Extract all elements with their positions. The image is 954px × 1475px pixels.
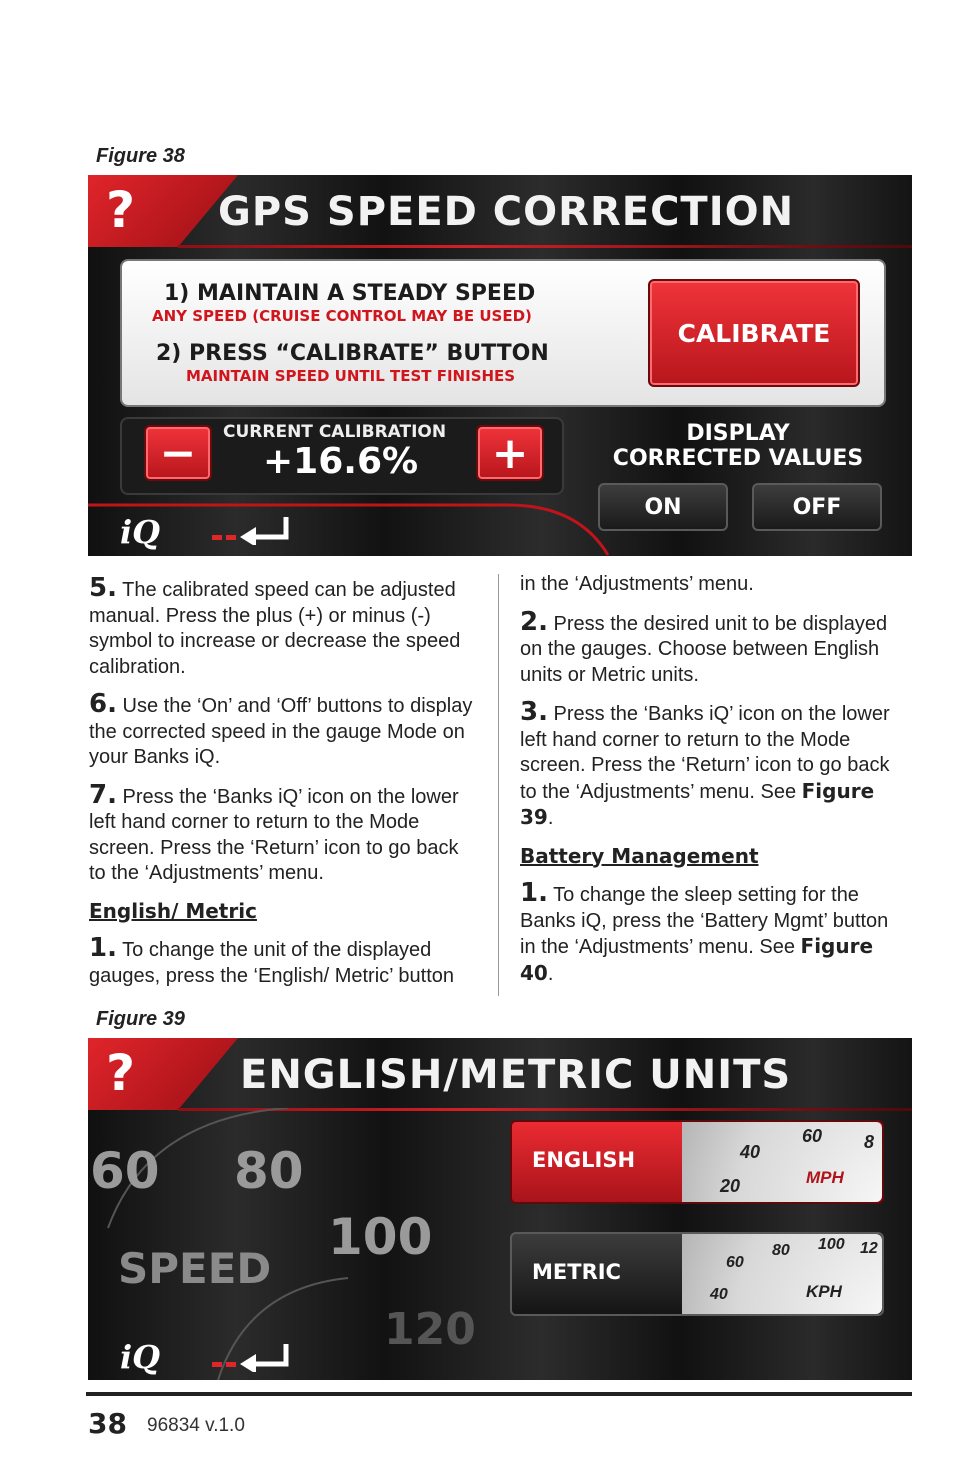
screen-title: GPS SPEED CORRECTION xyxy=(218,189,795,235)
step-1-subtext: ANY SPEED (CRUISE CONTROL MAY BE USED) xyxy=(152,307,532,325)
mph-tick-60: 60 xyxy=(802,1126,823,1146)
kph-tick-80: 80 xyxy=(772,1242,790,1259)
off-button[interactable]: OFF xyxy=(752,483,882,531)
display-corrected-values-label xyxy=(578,421,898,471)
english-label: ENGLISH xyxy=(532,1148,636,1172)
mph-tick-40: 40 xyxy=(740,1142,761,1162)
em-step-3-text: Press the ‘Banks iQ’ icon on the lower left hand corner to return to the Mode screen. Press the ‘Return’ icon to go back to the ‘Adjustments’ menu. See xyxy=(520,703,890,803)
mph-gauge-icon xyxy=(682,1122,882,1202)
kph-tick-60: 60 xyxy=(726,1254,744,1271)
step-7-text: Press the ‘Banks iQ’ icon on the lower left hand corner to return to the Mode screen. Press the ‘Return’ icon to go back to the ‘Adjustments’ menu. xyxy=(89,785,459,884)
kph-tick-100: 100 xyxy=(818,1236,845,1253)
battery-management-heading: Battery Management xyxy=(520,843,759,868)
mph-tick-20: 20 xyxy=(720,1176,741,1196)
em-step-1-text: To change the unit of the displayed gauges, press the ‘English/ Metric’ button xyxy=(89,939,455,987)
step-1-text: 1) MAINTAIN A STEADY SPEED xyxy=(164,281,536,306)
kph-unit: KPH xyxy=(806,1282,842,1301)
step-5-text: The calibrated speed can be adjusted manual. Press the plus (+) or minus (-) symbol to increase or decrease the speed calibration. xyxy=(89,579,461,678)
current-calibration-value: +16.6% xyxy=(263,441,419,482)
em-step-2-number: 2. xyxy=(520,606,548,637)
period: . xyxy=(547,962,554,985)
step-7-number: 7. xyxy=(89,779,117,810)
column-divider xyxy=(498,574,499,996)
gauge-label-speed: SPEED xyxy=(118,1244,272,1293)
display-label-line-1: DISPLAY xyxy=(686,421,790,446)
english-button[interactable] xyxy=(510,1120,884,1204)
em-step-2-text: Press the desired unit to be displayed on the gauges. Choose between English units or Metric units. xyxy=(520,612,888,686)
kph-gauge-icon xyxy=(682,1234,882,1314)
footer-divider xyxy=(86,1392,912,1396)
metric-button[interactable] xyxy=(510,1232,884,1316)
step-5-number: 5. xyxy=(89,573,117,603)
period: . xyxy=(547,807,554,829)
display-label-line-2: CORRECTED VALUES xyxy=(612,446,864,471)
english-metric-screen xyxy=(88,1038,912,1380)
continued-text: in the ‘Adjustments’ menu. xyxy=(520,573,754,595)
kph-tick-40: 40 xyxy=(710,1286,728,1303)
kph-tick-12: 12 xyxy=(860,1240,878,1257)
figure-38-label: Figure 38 xyxy=(96,145,185,167)
mph-unit: MPH xyxy=(806,1168,844,1187)
banks-iq-logo[interactable]: iQ xyxy=(120,1338,161,1376)
left-text-column xyxy=(89,573,479,1001)
mph-tick-8: 8 xyxy=(864,1132,875,1152)
metric-label: METRIC xyxy=(532,1260,621,1284)
header-divider xyxy=(178,245,912,248)
figure-39-reference: Figure 39 xyxy=(520,778,875,829)
figure-39-label: Figure 39 xyxy=(96,1008,185,1030)
help-icon[interactable]: ? xyxy=(106,1044,136,1102)
plus-button[interactable]: + xyxy=(476,425,544,481)
page-number: 38 xyxy=(88,1407,127,1440)
step-2-subtext: MAINTAIN SPEED UNTIL TEST FINISHES xyxy=(186,367,516,385)
figure-40-reference: Figure 40 xyxy=(520,934,874,985)
right-text-column xyxy=(520,572,908,999)
step-6-text: Use the ‘On’ and ‘Off’ buttons to display the corrected speed in the gauge Mode on your Banks iQ. xyxy=(89,695,473,768)
english-metric-heading: English/ Metric xyxy=(89,898,257,923)
calibrate-button[interactable]: CALIBRATE xyxy=(648,279,860,387)
gauge-label-80: 80 xyxy=(234,1142,304,1200)
step-6-number: 6. xyxy=(89,689,117,719)
gauge-label-60: 60 xyxy=(90,1142,160,1200)
em-step-3-number: 3. xyxy=(520,697,548,727)
banks-iq-logo[interactable]: iQ xyxy=(120,513,161,551)
document-version: 96834 v.1.0 xyxy=(147,1415,245,1436)
gps-speed-correction-screen xyxy=(88,175,912,556)
minus-button[interactable]: − xyxy=(144,425,212,481)
bm-step-1-number: 1. xyxy=(520,878,548,908)
gauge-label-120: 120 xyxy=(384,1304,476,1355)
gauge-label-100: 100 xyxy=(328,1208,433,1266)
em-step-1-number: 1. xyxy=(89,933,117,963)
screen-title: ENGLISH/METRIC UNITS xyxy=(240,1052,792,1098)
help-icon[interactable]: ? xyxy=(106,181,136,239)
step-2-text: 2) PRESS “CALIBRATE” BUTTON xyxy=(156,341,549,366)
current-calibration-label: CURRENT CALIBRATION xyxy=(223,422,447,442)
return-icon[interactable] xyxy=(212,1342,292,1372)
return-icon[interactable] xyxy=(212,515,292,545)
bm-step-1-text: To change the sleep setting for the Banks iQ, press the ‘Battery Mgmt’ button in the ‘Adjustments’ menu. See xyxy=(520,884,889,958)
on-button[interactable]: ON xyxy=(598,483,728,531)
